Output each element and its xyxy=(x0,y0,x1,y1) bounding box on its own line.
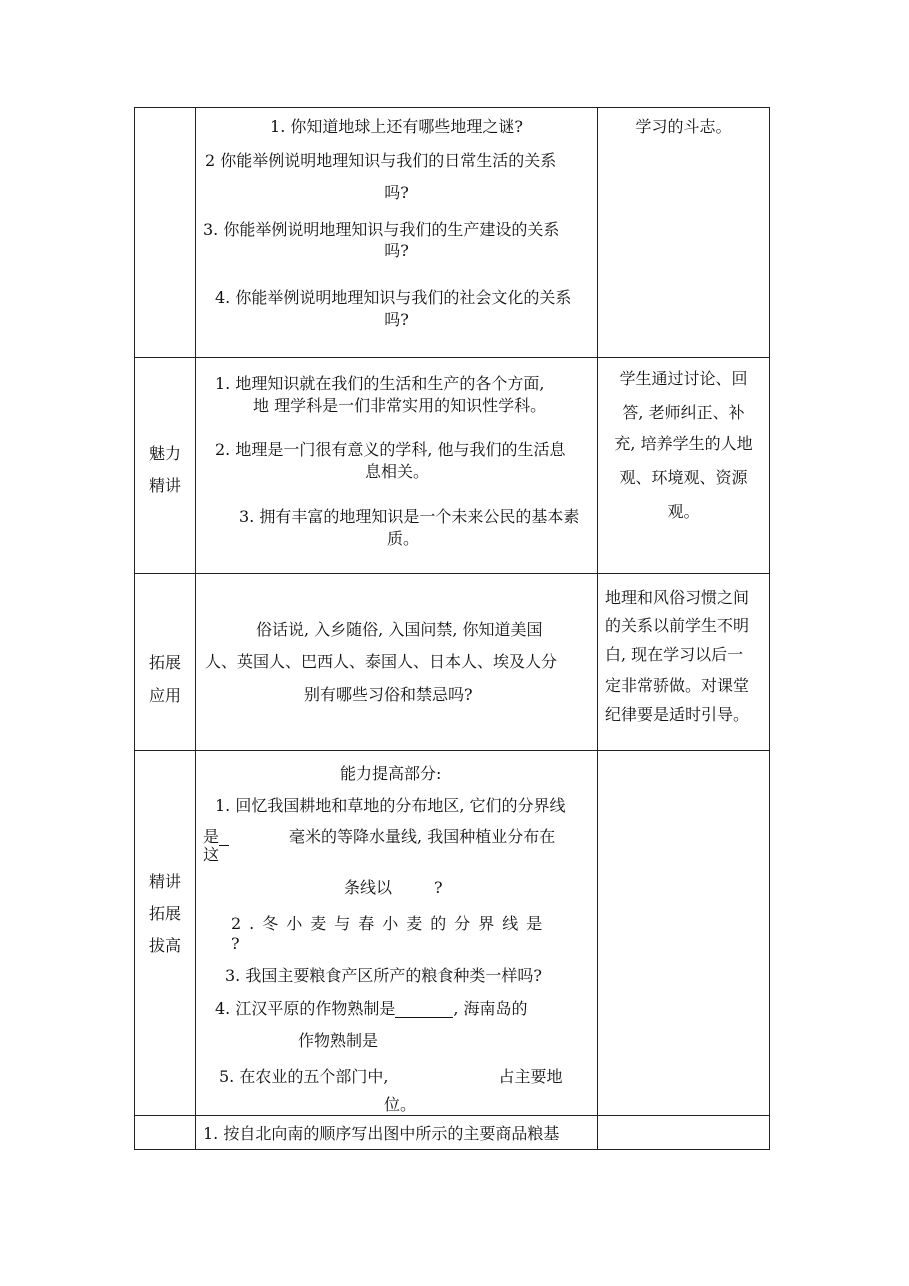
row5-item: 1. 按自北向南的顺序写出图中所示的主要商品粮基 xyxy=(203,1124,560,1143)
row4-q2-qmark: ? xyxy=(231,934,240,953)
row2-item: 3. 拥有丰富的地理知识是一个未来公民的基本素 xyxy=(239,507,580,526)
answer-blank[interactable] xyxy=(219,829,229,846)
answer-blank[interactable] xyxy=(395,1001,453,1018)
table-border-bottom xyxy=(134,1149,770,1150)
row3-note: 白, 现在学习以后一 xyxy=(605,645,744,664)
row1-item: 吗? xyxy=(384,183,409,202)
table-border-left xyxy=(134,107,135,1150)
row3-note: 纪律要是适时引导。 xyxy=(605,705,750,724)
row2-note: 观。 xyxy=(667,502,700,521)
row1-item: 1. 你知道地球上还有哪些地理之谜? xyxy=(270,117,523,136)
row2-item: 2. 地理是一门很有意义的学科, 他与我们的生活息 xyxy=(215,440,566,459)
table-border-top xyxy=(134,107,770,108)
row4-q5-prefix: 5. 在农业的五个部门中, xyxy=(219,1067,389,1086)
row2-label: 精讲 xyxy=(148,476,181,495)
row2-note: 学生通过讨论、回 xyxy=(619,369,748,388)
row2-item: 息相关。 xyxy=(365,462,430,481)
row2-item: 地 理学科是一们非常实用的知识性学科。 xyxy=(253,396,547,415)
row2-item: 1. 地理知识就在我们的生活和生产的各个方面, xyxy=(215,374,545,393)
row3-note: 定非常骄做。对课堂 xyxy=(605,676,750,695)
row3-item: 俗话说, 入乡随俗, 入国问禁, 你知道美国 xyxy=(256,620,543,639)
row4-q1-prefix: 是 xyxy=(203,827,220,846)
row4-heading: 能力提高部分: xyxy=(340,764,442,783)
table-border-right xyxy=(769,107,770,1150)
row1-note: 学习的斗志。 xyxy=(635,117,732,136)
row1-item: 吗? xyxy=(384,310,409,329)
row3-label: 应用 xyxy=(148,686,181,705)
row3-label: 拓展 xyxy=(148,653,181,672)
row4-q1: 1. 回忆我国耕地和草地的分布地区, 它们的分界线 xyxy=(215,796,566,815)
row4-label: 精讲 xyxy=(148,872,181,891)
row4-q1-qmark: ? xyxy=(434,878,443,897)
row4-q1-prefix2: 条线以 xyxy=(344,878,393,897)
row2-label: 魅力 xyxy=(148,444,181,463)
column-divider xyxy=(597,107,598,1150)
row3-item: 别有哪些习俗和禁忌吗? xyxy=(304,685,473,704)
row4-q5-line2: 位。 xyxy=(384,1095,417,1114)
row4-q4-suffix: , 海南岛的 xyxy=(453,999,528,1018)
row-divider xyxy=(134,750,770,751)
row4-q4 xyxy=(215,999,528,1019)
row4-label: 拔高 xyxy=(148,936,181,955)
row1-item: 3. 你能举例说明地理知识与我们的生产建设的关系 xyxy=(203,220,560,239)
row1-item: 2 你能举例说明地理知识与我们的日常生活的关系 xyxy=(205,151,557,170)
row3-item: 人、英国人、巴西人、泰国人、日本人、埃及人分 xyxy=(205,652,558,671)
row4-q1-line2 xyxy=(203,827,555,847)
row-divider xyxy=(134,357,770,358)
row2-note: 充, 培养学生的人地 xyxy=(614,434,753,453)
row4-q2: 2.冬小麦与春小麦的分界线是 xyxy=(231,914,551,933)
row4-q1-line3: 这 xyxy=(203,845,220,864)
column-divider xyxy=(195,107,196,1150)
row4-q3: 3. 我国主要粮食产区所产的粮食种类一样吗? xyxy=(225,966,542,985)
row2-note: 答, 老师纠正、补 xyxy=(622,403,745,422)
row4-q1-line4 xyxy=(344,878,443,898)
row4-label: 拓展 xyxy=(148,904,181,923)
row2-item: 质。 xyxy=(387,529,420,548)
row4-q5 xyxy=(219,1067,562,1087)
row1-item: 吗? xyxy=(384,241,409,260)
row3-note: 的关系以前学生不明 xyxy=(605,616,750,635)
row4-q4-prefix: 4. 江汉平原的作物熟制是 xyxy=(215,999,396,1018)
row2-note: 观、环境观、资源 xyxy=(619,468,748,487)
row4-q4-line2: 作物熟制是 xyxy=(298,1031,379,1050)
row-divider xyxy=(134,573,770,574)
row4-q5-suffix: 占主要地 xyxy=(498,1067,563,1086)
row1-item: 4. 你能举例说明地理知识与我们的社会文化的关系 xyxy=(215,288,572,307)
row-divider xyxy=(134,1115,770,1116)
row4-q1-suffix: 毫米的等降水量线, 我国种植业分布在 xyxy=(289,827,556,846)
row3-note: 地理和风俗习惯之间 xyxy=(605,588,750,607)
